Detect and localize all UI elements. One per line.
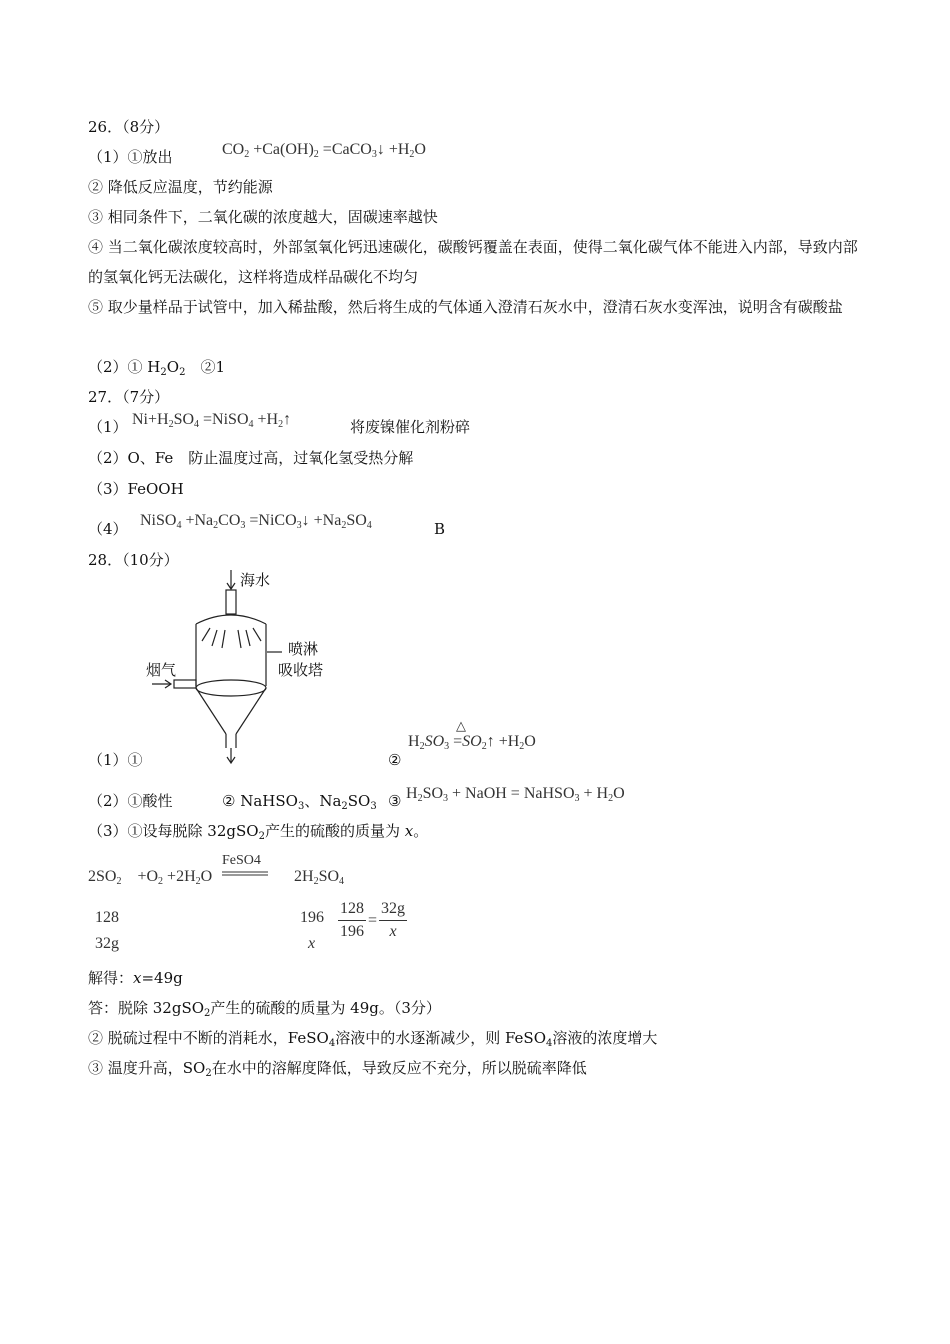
q28-equation-3-product: $2H_2SO_4$: [278, 868, 345, 887]
q26-point-2: ② 降低反应温度，节约能源: [88, 178, 273, 196]
label-absorption-tower: 吸收塔: [278, 661, 324, 679]
q28-part2-label-3: ③: [388, 792, 402, 810]
q28-part1-label: （1）①: [88, 751, 143, 769]
q26-header: 26．（8分）: [88, 118, 170, 136]
q27-part3: （3）FeOOH: [88, 480, 184, 498]
label-seawater: 海水: [240, 571, 271, 589]
q26-point-5: ⑤ 取少量样品于试管中，加入稀盐酸，然后将生成的气体通入澄清石灰水中，澄清石灰水变浑浊，说明含有碳酸盐: [88, 298, 843, 316]
q28-equation-1: $H_2SO_3$ $=SO_2↑ +H_2O$: [408, 733, 536, 752]
q28-part3-setup: （3）①设每脱除 32gSO$_2$产生的硫酸的质量为 x。: [88, 822, 429, 842]
mass-left-2: 32g: [95, 935, 119, 952]
q26-point-3: ③ 相同条件下，二氧化碳的浓度越大，固碳速率越快: [88, 208, 438, 226]
q28-part2-salts: ② NaHSO$_3$、$Na_2SO_3$: [222, 792, 377, 812]
q28-solution: 解得：x=49g: [88, 969, 183, 987]
q28-part2-label: （2）①酸性: [88, 792, 173, 810]
reaction-condition-lines: [222, 871, 270, 877]
q28-equation-3: $2SO_2$ $+O_2 +2H_2O$: [88, 868, 213, 887]
q27-part1-label: （1）: [88, 418, 128, 436]
q27-part4-label: （4）: [88, 520, 128, 538]
mass-right-1: 196: [300, 909, 324, 926]
q28-answer: 答：脱除 32gSO$_2$产生的硫酸的质量为 49g。（3分）: [88, 999, 441, 1019]
fraction-left: $\frac{128}{196}$: [340, 900, 364, 940]
q27-equation-1: $Ni+H_2SO_4$ =NiSO$_4$ $+H_2↑$: [132, 411, 292, 430]
mass-left-1: 128: [95, 909, 119, 926]
q26-point-4: ④ 当二氧化碳浓度较高时，外部氢氧化钙迅速碳化，碳酸钙覆盖在表面，使得二氧化碳气体不能进入内部，导致内部的氢氧化钙无法碳化，这样将造成样品碳化不均匀: [88, 238, 858, 286]
q27-part1-answer: 将废镍催化剂粉碎: [350, 418, 471, 436]
q28-part1-label-2: ②: [388, 751, 402, 769]
label-spray: 喷淋: [288, 640, 319, 658]
q27-header: 27．（7分）: [88, 388, 170, 406]
q28-point-3: ③ 温度升高，$SO_2$在水中的溶解度降低，导致反应不充分，所以脱硫率降低: [88, 1059, 587, 1079]
q27-part4-choice: B: [434, 520, 446, 538]
proportion-equation: $\frac{128}{196}$ = $\frac{32g}{x}$: [338, 898, 407, 943]
q27-equation-4: NiSO$_4$ $+Na_2CO_3$ =NiCO$_3$↓ $+Na_2SO_4$: [140, 512, 372, 531]
q26-part1-label: （1）①放出: [88, 148, 173, 166]
q28-equation-2: $H_2SO_3$ + NaOH = NaHSO$_3$ + $H_2O$: [406, 785, 625, 804]
q26-part2: （2）① $H_2O_2$ ②1: [88, 358, 226, 378]
q28-header: 28．（10分）: [88, 551, 179, 569]
label-flue-gas: 烟气: [146, 661, 177, 679]
mass-right-2: x: [308, 935, 316, 952]
fraction-right: $\frac{32g}{x}$: [381, 900, 406, 940]
q27-part2: （2）O、Fe 防止温度过高，过氧化氢受热分解: [88, 449, 414, 467]
catalyst-label: FeSO4: [222, 853, 261, 868]
q28-point-2: ② 脱硫过程中不断的消耗水，FeSO$_4$溶液中的水逐渐减少，则 FeSO$_4$溶液的浓度增大: [88, 1029, 658, 1049]
q26-equation-1: $CO_2 +Ca(OH)_2$ =CaCO$_3$↓ $+H_2O$: [222, 141, 426, 160]
heat-symbol: △: [456, 718, 466, 733]
